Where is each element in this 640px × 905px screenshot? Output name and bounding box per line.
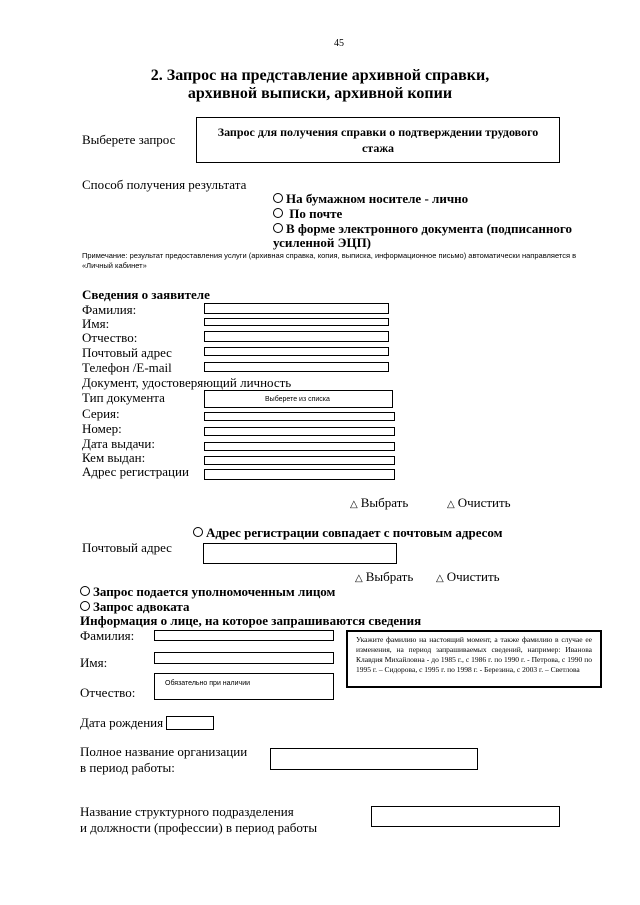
applicant-issue-date-label: Дата выдачи:: [82, 436, 156, 451]
subject-surname-input[interactable]: [154, 630, 334, 641]
delivery-label: Способ получения результата: [82, 177, 247, 192]
applicant-id-doc-label: Документ, удостоверяющий личность: [82, 375, 292, 390]
surname-hint-text: Укажите фамилию на настоящий момент, а также фамилию в случае ее изменения, на период запрашиваемых сведений, например: Иванова Клавдия Михайловна - до 1985 г., с 1986 г. по 1990 г. - Петрова, с 1990 по 1995 г. – Сидорова, с 1995 г. по 1998 г. - Березина, с 2003 г. – Светлова: [356, 635, 592, 674]
postal-select-button[interactable]: △ Выбрать: [355, 569, 414, 584]
applicant-postal-label: Почтовый адрес: [82, 345, 172, 360]
applicant-number-label: Номер:: [82, 421, 122, 436]
applicant-number-input[interactable]: [204, 427, 395, 436]
request-select[interactable]: [196, 117, 560, 163]
applicant-reg-address-label: Адрес регистрации: [82, 464, 189, 479]
delivery-option-electronic[interactable]: В форме электронного документа (подписанного: [273, 221, 572, 237]
page-number: 45: [334, 38, 344, 49]
subject-dept-label-line2: и должности (профессии) в период работы: [80, 820, 318, 835]
postal-address-input[interactable]: [203, 543, 397, 564]
subject-dept-label-line1: Название структурного подразделения: [80, 804, 294, 819]
applicant-heading: Сведения о заявителе: [82, 287, 210, 302]
same-address-option[interactable]: Адрес регистрации совпадает с почтовым адресом: [193, 525, 503, 541]
subject-org-input[interactable]: [270, 748, 478, 770]
subject-org-label-line2: в период работы:: [80, 760, 175, 775]
request-label: Выберете запрос: [82, 132, 176, 147]
subject-dept-input[interactable]: [371, 806, 560, 827]
applicant-doc-type-select[interactable]: [204, 390, 393, 408]
applicant-issue-date-input[interactable]: [204, 442, 395, 451]
applicant-clear-button[interactable]: △ Очистить: [447, 495, 511, 510]
subject-name-label: Имя:: [80, 655, 108, 670]
delivery-note: Примечание: результат предоставления услуги (архивная справка, копия, выписка, информационное письмо) автоматически направляется в «Личный кабинет»: [82, 251, 577, 270]
page-title-line1: 2. Запрос на представление архивной справки,: [150, 67, 490, 84]
subject-birth-date-input[interactable]: [166, 716, 214, 730]
delivery-option-paper[interactable]: На бумажном носителе - лично: [273, 191, 468, 207]
applicant-series-label: Серия:: [82, 406, 120, 421]
applicant-surname-label: Фамилия:: [82, 302, 137, 317]
triangle-icon: △: [447, 499, 455, 510]
triangle-icon: △: [350, 499, 358, 510]
radio-icon[interactable]: [273, 223, 283, 233]
subject-patronymic-label: Отчество:: [80, 685, 136, 700]
radio-icon[interactable]: [193, 527, 203, 537]
triangle-icon: △: [436, 573, 444, 584]
subject-birth-date-label: Дата рождения: [80, 715, 164, 730]
radio-icon[interactable]: [273, 208, 283, 218]
postal-address-label: Почтовый адрес: [82, 540, 172, 555]
postal-clear-button[interactable]: △ Очистить: [436, 569, 500, 584]
applicant-doc-type-label: Тип документа: [82, 390, 165, 405]
patronymic-placeholder: Обязательно при наличии: [165, 680, 251, 687]
subject-patronymic-input[interactable]: [154, 673, 334, 700]
applicant-phone-label: Телефон /E-mail: [82, 360, 172, 375]
radio-icon[interactable]: [80, 601, 90, 611]
applicant-postal-input[interactable]: [204, 347, 389, 356]
applicant-reg-address-input[interactable]: [204, 469, 395, 480]
applicant-patronymic-input[interactable]: [204, 331, 389, 342]
triangle-icon: △: [355, 573, 363, 584]
request-lawyer-option[interactable]: Запрос адвоката: [80, 599, 189, 615]
doc-type-placeholder: Выберете из списка: [265, 396, 330, 403]
radio-icon[interactable]: [80, 586, 90, 596]
applicant-phone-input[interactable]: [204, 362, 389, 372]
subject-org-label-line1: Полное название организации: [80, 744, 248, 759]
applicant-name-input[interactable]: [204, 318, 389, 326]
applicant-patronymic-label: Отчество:: [82, 330, 138, 345]
subject-name-input[interactable]: [154, 652, 334, 664]
applicant-surname-input[interactable]: [204, 303, 389, 314]
delivery-option-electronic-cont: усиленной ЭЦП): [273, 235, 372, 250]
applicant-name-label: Имя:: [82, 316, 110, 331]
applicant-series-input[interactable]: [204, 412, 395, 421]
applicant-issued-by-label: Кем выдан:: [82, 450, 146, 465]
delivery-option-post[interactable]: По почте: [273, 206, 342, 222]
applicant-select-button[interactable]: △ Выбрать: [350, 495, 409, 510]
request-value: Запрос для получения справки о подтверждении трудового стажа: [217, 125, 539, 155]
subject-heading: Информация о лице, на которое запрашиваются сведения: [80, 613, 422, 628]
radio-icon[interactable]: [273, 193, 283, 203]
surname-hint-box: [346, 630, 602, 688]
request-authorized-option[interactable]: Запрос подается уполномоченным лицом: [80, 584, 335, 600]
page-title-line2: архивной выписки, архивной копии: [187, 85, 453, 102]
subject-surname-label: Фамилия:: [80, 628, 135, 643]
applicant-issued-by-input[interactable]: [204, 456, 395, 465]
